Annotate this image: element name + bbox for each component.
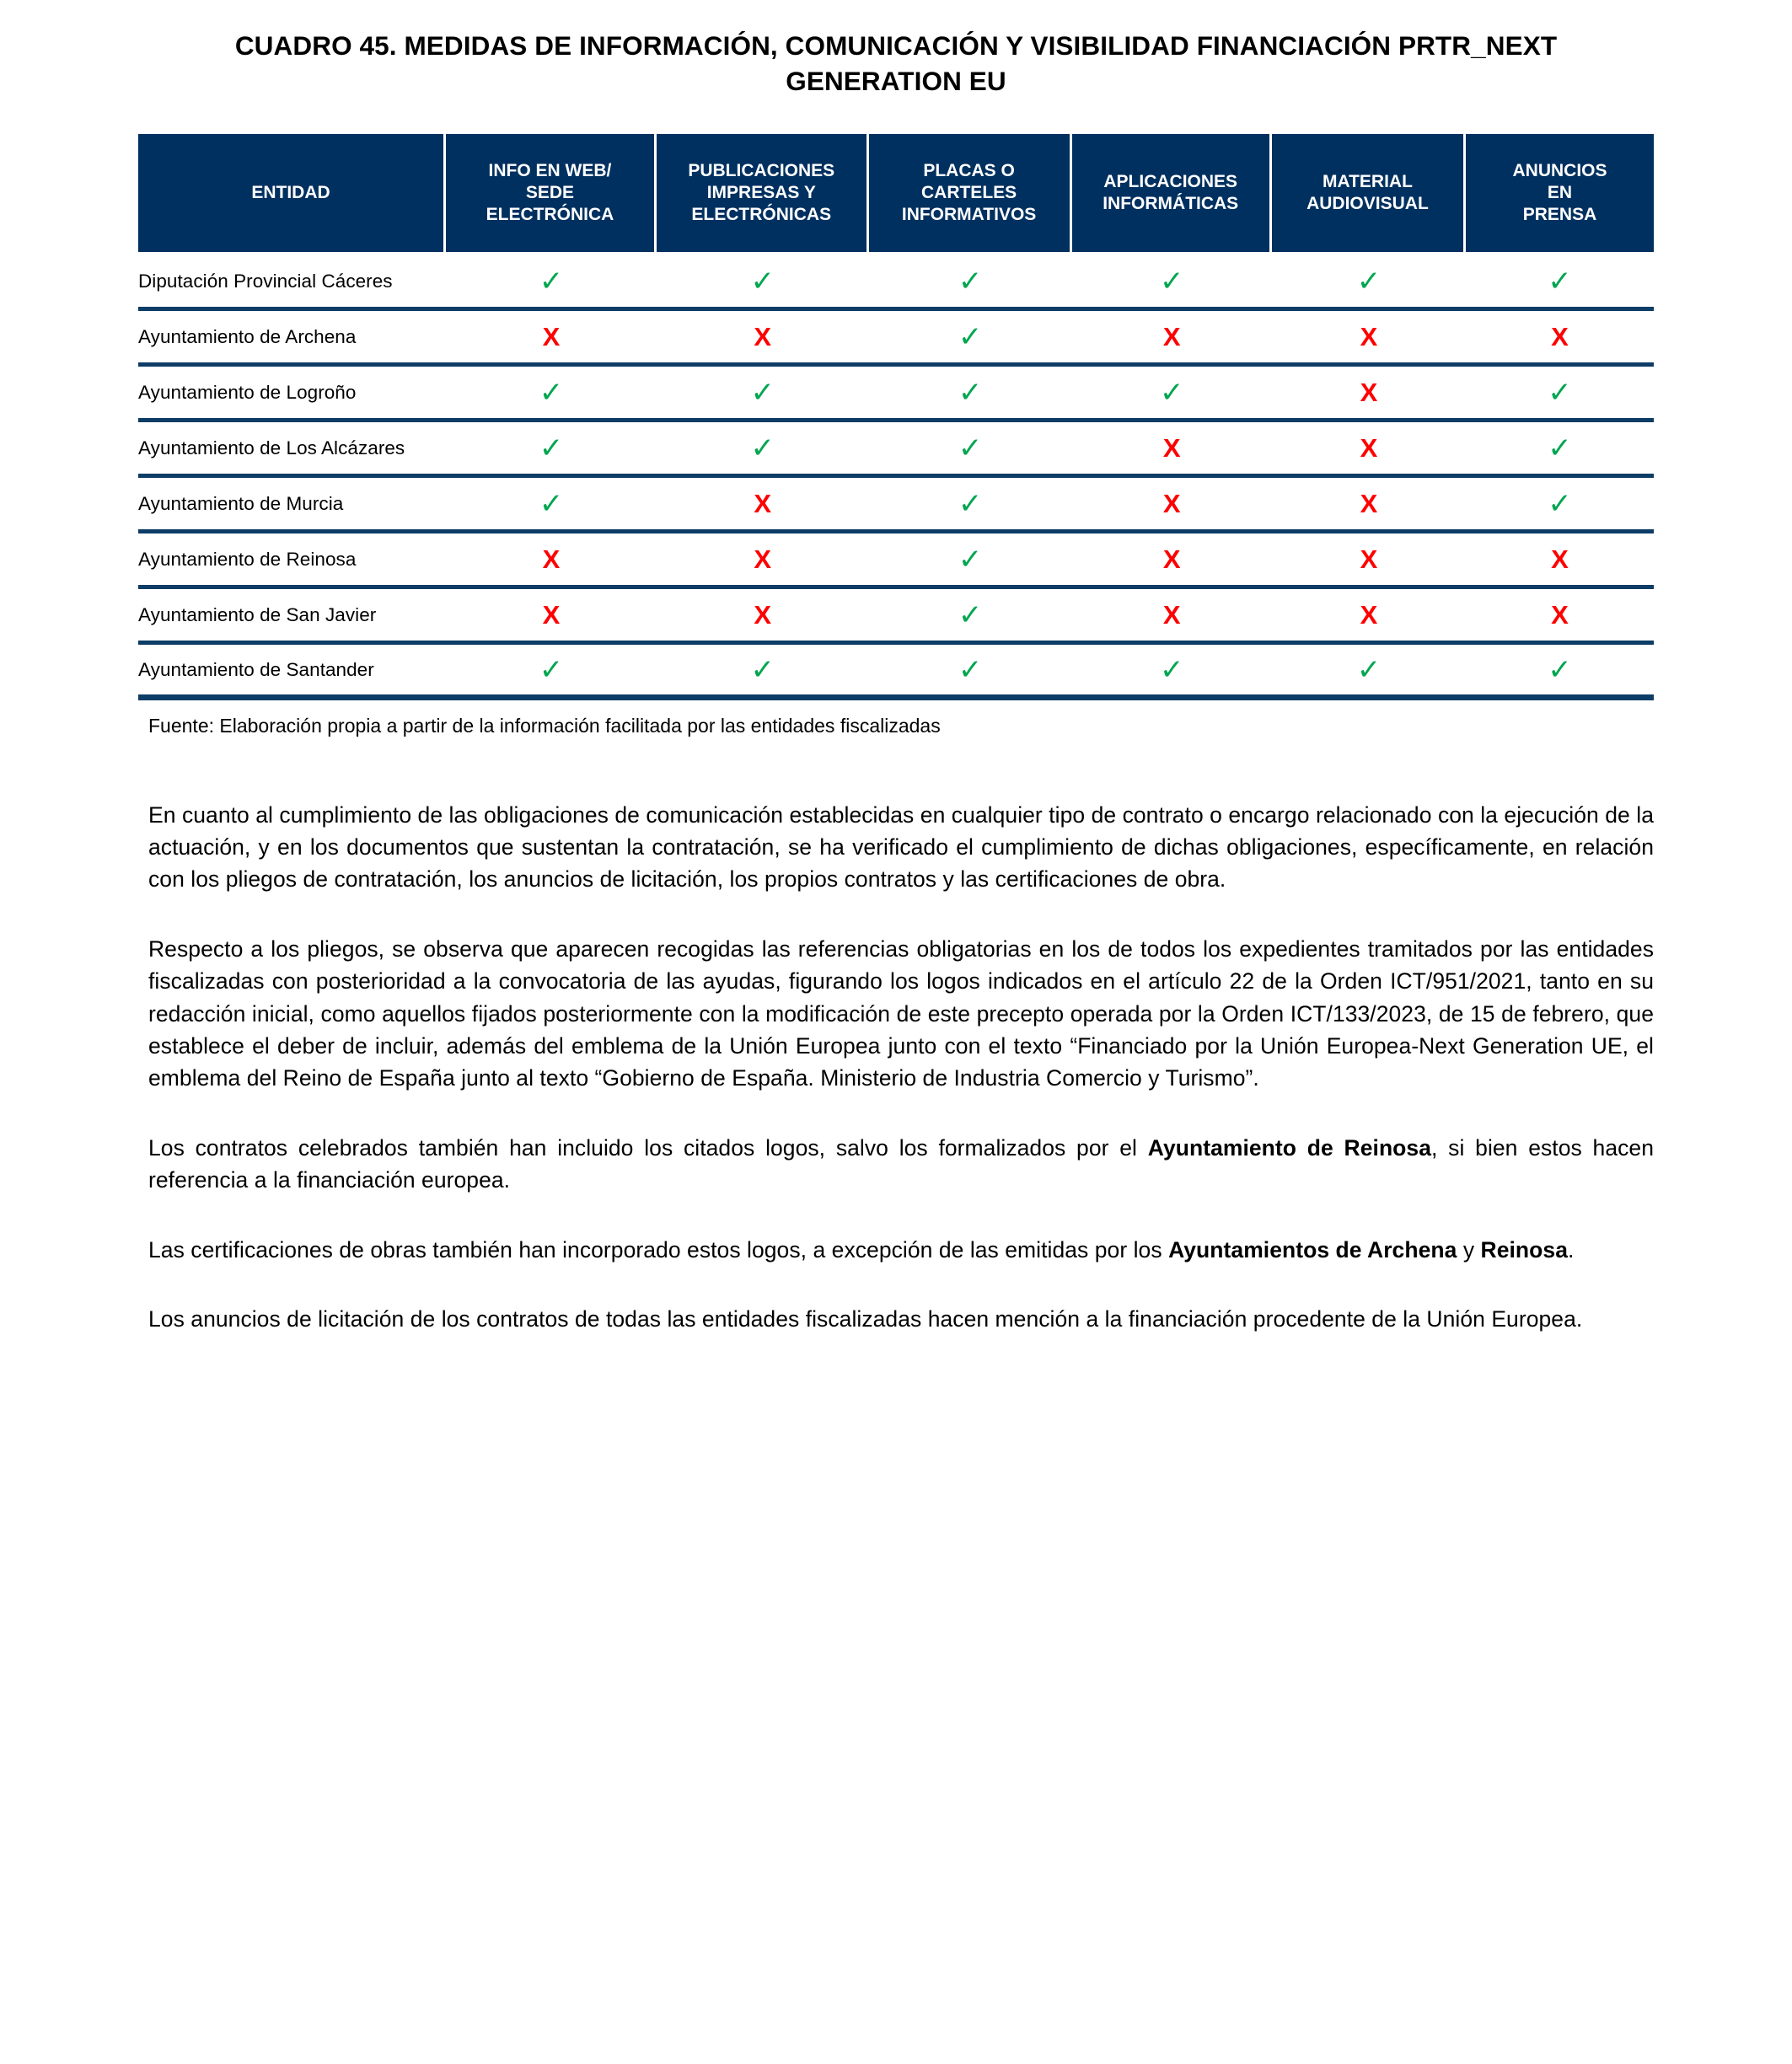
column-header-line: IMPRESAS Y [706, 182, 816, 202]
cell-check [1072, 255, 1272, 311]
paragraph-p3 [148, 1132, 1654, 1197]
cell-check [869, 367, 1072, 422]
cell-cross [657, 533, 869, 589]
cell-check [446, 478, 657, 533]
column-header-line: MATERIAL [1322, 172, 1413, 192]
cell-check [446, 367, 657, 422]
check-icon: ✓ [1548, 376, 1572, 410]
cell-check [446, 255, 657, 311]
cell-cross [446, 311, 657, 367]
cell-check [657, 367, 869, 422]
check-icon: ✓ [958, 265, 983, 299]
cross-icon: X [1551, 321, 1569, 351]
cell-check [657, 255, 869, 311]
cell-check [1466, 645, 1654, 700]
check-icon: ✓ [958, 487, 983, 522]
cell-cross [1272, 589, 1466, 645]
cell-check [446, 422, 657, 478]
paragraph-p5: Los anuncios de licitación de los contratos de todas las entidades fiscalizadas hacen mención a la financiación procedente de la Unión Europea. [148, 1306, 1583, 1332]
cell-check [657, 422, 869, 478]
paragraph-p2: Respecto a los pliegos, se observa que aparecen recogidas las referencias obligatorias en los de todos los expedientes tramitados por las entidades fiscalizadas con posterioridad a la convocatoria de las ayudas, figurando los logos indicados en el artículo 22 de la Orden ICT/951/2021, tanto en su redacción inicial, como aquellos fijados posteriormente con la modificación de este precepto operada por la Orden ICT/133/2023, de 15 de febrero, que establece el deber de incluir, además del emblema de la Unión Europea junto con el texto “Financiado por la Unión Europea-Next Generation UE, el emblema del Reino de España junto al texto “Gobierno de España. Ministerio de Industria Comercio y Turismo”. [148, 936, 1654, 1091]
cross-icon: X [542, 599, 561, 630]
cell-check [1272, 645, 1466, 700]
entity-name-cell: Ayuntamiento de San Javier [138, 589, 446, 645]
check-icon: ✓ [958, 598, 983, 633]
medidas-visibilidad-table [138, 134, 1654, 700]
cell-cross [657, 589, 869, 645]
cell-check [1466, 422, 1654, 478]
cell-cross [1272, 533, 1466, 589]
cross-icon: X [1360, 599, 1378, 630]
emphasis-text: Ayuntamiento de Reinosa [1147, 1134, 1431, 1161]
entity-name-cell: Ayuntamiento de Murcia [138, 478, 446, 533]
paragraph-p1: En cuanto al cumplimiento de las obligaciones de comunicación establecidas en cualquier tipo de contrato o encargo relacionado con la ejecución de la actuación, y en los documentos que sustentan la contratación, se ha verificado el cumplimiento de dichas obligaciones, específicamente, en relación con los pliegos de contratación, los anuncios de licitación, los propios contratos y las certificaciones de obra. [148, 801, 1654, 893]
cross-icon: X [1360, 488, 1378, 518]
check-icon: ✓ [539, 432, 564, 466]
cell-cross [446, 589, 657, 645]
check-icon: ✓ [1548, 432, 1572, 466]
entity-name-cell: Ayuntamiento de Santander [138, 645, 446, 700]
cell-cross [1072, 589, 1272, 645]
check-icon: ✓ [539, 487, 564, 522]
check-icon: ✓ [958, 432, 983, 466]
column-header-line: ANUNCIOS [1512, 161, 1607, 181]
column-header-anuncios-prensa [1466, 134, 1654, 255]
column-header-line: CARTELES [920, 182, 1017, 202]
cell-cross [1272, 422, 1466, 478]
column-header-line: PLACAS O [923, 161, 1015, 181]
check-icon: ✓ [958, 543, 983, 577]
entity-name-cell: Ayuntamiento de Archena [138, 311, 446, 367]
check-icon: ✓ [1548, 653, 1572, 688]
table-row [138, 255, 1654, 311]
check-icon: ✓ [750, 376, 775, 410]
cell-check [1272, 255, 1466, 311]
cell-check [1466, 478, 1654, 533]
entity-name-cell: Ayuntamiento de Reinosa [138, 533, 446, 589]
check-icon: ✓ [539, 265, 564, 299]
cross-icon: X [754, 488, 772, 518]
column-header-info-web [446, 134, 657, 255]
cell-cross [1466, 311, 1654, 367]
cell-check [869, 255, 1072, 311]
cell-check [657, 645, 869, 700]
cell-check [1466, 367, 1654, 422]
cross-icon: X [1162, 544, 1181, 574]
column-header-line: EN [1547, 182, 1573, 202]
column-header-line: SEDE [525, 182, 575, 202]
column-header-aplicaciones [1072, 134, 1272, 255]
cell-check [446, 645, 657, 700]
cell-check [1072, 367, 1272, 422]
check-icon: ✓ [1159, 653, 1184, 688]
check-icon: ✓ [1356, 653, 1382, 688]
cell-cross [1272, 311, 1466, 367]
check-icon: ✓ [1159, 376, 1184, 410]
cell-cross [1272, 478, 1466, 533]
check-icon: ✓ [750, 265, 775, 299]
column-header-line: INFORMÁTICAS [1103, 193, 1239, 213]
table-body [138, 255, 1654, 700]
paragraph-text: y [1457, 1236, 1481, 1263]
check-icon: ✓ [958, 320, 983, 355]
cell-cross [1466, 533, 1654, 589]
cell-cross [1466, 589, 1654, 645]
page-title: CUADRO 45. MEDIDAS DE INFORMACIÓN, COMUNICACIÓN Y VISIBILIDAD FINANCIACIÓN PRTR_NEXT GENERATION EU [234, 30, 1558, 96]
cell-check [869, 645, 1072, 700]
cross-icon: X [1360, 321, 1378, 351]
cross-icon: X [542, 321, 561, 351]
cell-cross [657, 478, 869, 533]
cross-icon: X [1162, 599, 1181, 630]
table-header-row [138, 134, 1654, 255]
table-row [138, 478, 1654, 533]
check-icon: ✓ [1356, 265, 1382, 299]
cell-check [869, 311, 1072, 367]
cell-check [1072, 645, 1272, 700]
check-icon: ✓ [958, 376, 983, 410]
cell-check [869, 422, 1072, 478]
table-row [138, 645, 1654, 700]
cross-icon: X [1551, 599, 1569, 630]
table-row [138, 422, 1654, 478]
cross-icon: X [754, 321, 772, 351]
column-header-line: ELECTRÓNICA [486, 204, 614, 224]
column-header-placas [869, 134, 1072, 255]
cell-cross [1072, 533, 1272, 589]
cross-icon: X [754, 599, 772, 630]
paragraph-text: . [1568, 1236, 1575, 1263]
column-header-entidad [138, 134, 446, 255]
table-container [0, 134, 1792, 700]
emphasis-text: Reinosa [1480, 1236, 1568, 1263]
check-icon: ✓ [750, 432, 775, 466]
entity-name-cell: Ayuntamiento de Logroño [138, 367, 446, 422]
paragraph-p4 [148, 1234, 1654, 1266]
table-row [138, 589, 1654, 645]
table-row [138, 311, 1654, 367]
cell-check [869, 478, 1072, 533]
column-header-line: PRENSA [1522, 204, 1597, 224]
body-text [0, 799, 1792, 1336]
check-icon: ✓ [539, 376, 564, 410]
cross-icon: X [1162, 432, 1181, 463]
cross-icon: X [1162, 488, 1181, 518]
table-row [138, 367, 1654, 422]
column-header-material-audiovisual [1272, 134, 1466, 255]
check-icon: ✓ [958, 653, 983, 688]
cell-cross [1072, 311, 1272, 367]
paragraph-text: Las certificaciones de obras también han incorporado estos logos, a excepción de las emitidas por los [148, 1236, 1169, 1263]
cross-icon: X [1162, 321, 1181, 351]
cross-icon: X [1360, 432, 1378, 463]
column-header-line: ELECTRÓNICAS [691, 204, 832, 224]
entity-name-cell: Diputación Provincial Cáceres [138, 255, 446, 311]
cell-check [1466, 255, 1654, 311]
cell-check [869, 589, 1072, 645]
check-icon: ✓ [1159, 265, 1184, 299]
column-header-line: PUBLICACIONES [688, 161, 835, 181]
check-icon: ✓ [750, 653, 775, 688]
cross-icon: X [1360, 377, 1378, 407]
cell-cross [1072, 422, 1272, 478]
emphasis-text: Ayuntamientos de Archena [1168, 1236, 1457, 1263]
column-header-line: APLICACIONES [1103, 172, 1238, 192]
cell-cross [446, 533, 657, 589]
check-icon: ✓ [1548, 487, 1572, 522]
cell-cross [657, 311, 869, 367]
table-header [138, 134, 1654, 255]
paragraph-text: Los contratos celebrados también han incluido los citados logos, salvo los formalizados por el [148, 1134, 1148, 1161]
cross-icon: X [754, 544, 772, 574]
entity-name-cell: Ayuntamiento de Los Alcázares [138, 422, 446, 478]
cell-cross [1072, 478, 1272, 533]
cell-check [869, 533, 1072, 589]
source-note: Fuente: Elaboración propia a partir de la información facilitada por las entidades fiscalizadas [148, 714, 941, 737]
column-header-line: INFORMATIVOS [901, 204, 1037, 224]
column-header-line: AUDIOVISUAL [1306, 193, 1429, 213]
check-icon: ✓ [1548, 265, 1572, 299]
check-icon: ✓ [539, 653, 564, 688]
column-header-line: ENTIDAD [251, 182, 330, 202]
column-header-line: INFO EN WEB/ [488, 161, 612, 181]
cell-cross [1272, 367, 1466, 422]
cross-icon: X [1360, 544, 1378, 574]
column-header-publicaciones [657, 134, 869, 255]
paragraph-text: , si bien estos hacen referencia a la financiación europea. [148, 1134, 1654, 1193]
cross-icon: X [542, 544, 561, 574]
cross-icon: X [1551, 544, 1569, 574]
table-row [138, 533, 1654, 589]
